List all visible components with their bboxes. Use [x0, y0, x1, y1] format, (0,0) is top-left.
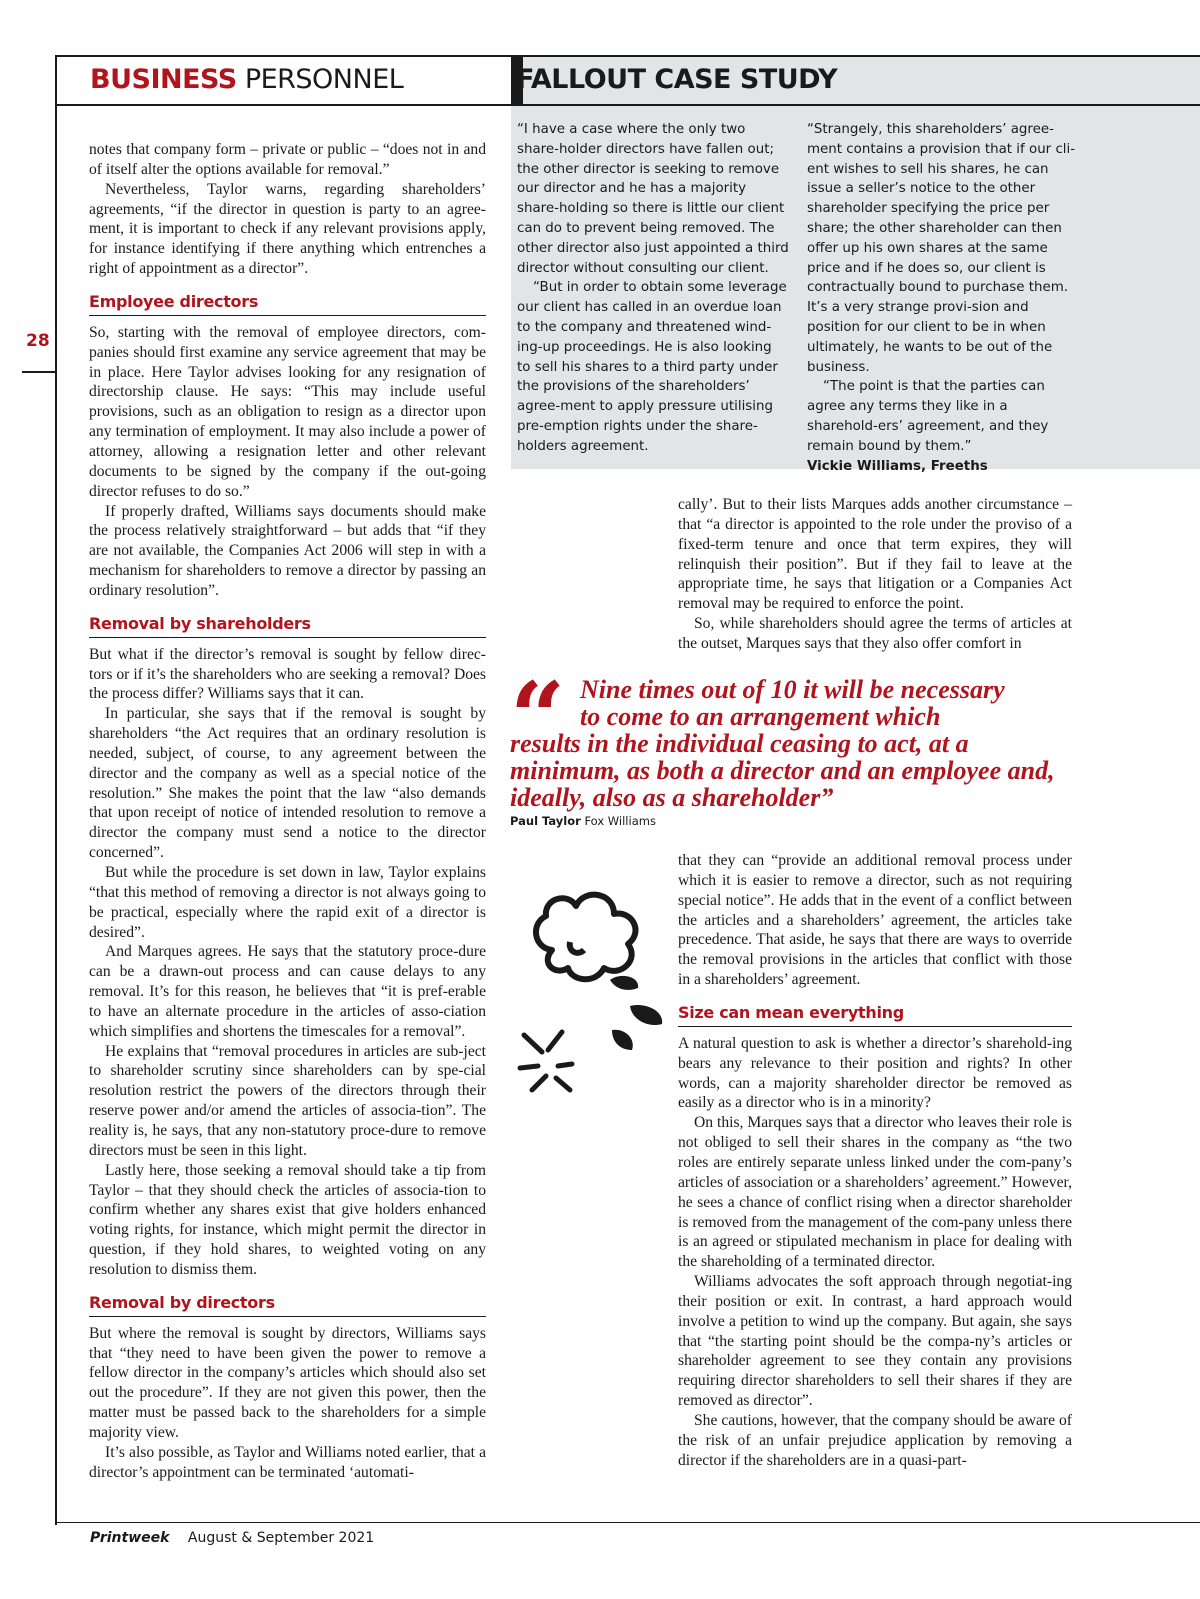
body-paragraph: Lastly here, those seeking a removal should take a tip from Taylor – that they should check the articles of associa-tion to confirm whether any shares exist that give holders enhanced voting rights, for instance, which might permit the director in question, if they hold shares, to weighted voting on any resolution to dismiss them.: [89, 1161, 486, 1278]
pull-quote-attribution: [510, 814, 656, 828]
case-study-column-1: [517, 120, 789, 457]
body-paragraph: It’s also possible, as Taylor and Williams noted earlier, that a director’s appointment can be terminated ‘automati-: [89, 1443, 486, 1481]
page-number: 28: [26, 331, 50, 351]
pull-quote-text: results in the individual ceasing to act, at a minimum, as both a director and an employee and, ideally, also as a shareholder”: [510, 729, 1055, 812]
body-paragraph: If properly drafted, Williams says documents should make the process relatively straightforward – but adds that “if they are not available, the Companies Act 2006 will step in with a mechanism for shareholders to remove a director by passing an ordinary resolution”.: [89, 502, 486, 599]
open-quote-mark: “: [510, 661, 566, 774]
right-column-lower: [678, 851, 1072, 1470]
angry-face-icon: [520, 1032, 572, 1090]
cloud-puff-icon: [536, 895, 636, 980]
subheading-size-can-mean-everything: Size can mean everything: [678, 1002, 1072, 1027]
left-margin-rule: [55, 55, 57, 1525]
body-paragraph: And Marques agrees. He says that the statutory proce-dure can be a drawn-out process and can cause delays to any removal. It’s for this reason, he believes that “it is pref-erable to have an alternate procedure in the articles of asso-ciation which simplifies and shortens the timescales for a removal”.: [89, 943, 486, 1040]
case-study-paragraph: “I have a case where the only two share-holder directors have fallen out; the other director is seeking to remove our director and he has a majority share-holding so there is little our client can do to prevent being removed. The other director also just appointed a third director without consulting our client.: [517, 122, 789, 276]
body-paragraph: Nevertheless, Taylor warns, regarding shareholders’ agreements, “if the director in question is party to an agree-ment, it is important to check if any relevant provisions apply, for instance identifying if there anything which entrenches a right of appointment as a director”.: [89, 180, 486, 278]
subheading-removal-by-shareholders: Removal by shareholders: [89, 613, 486, 638]
body-paragraph: notes that company form – private or public – “does not in and of itself alter the options available for removal.”: [89, 141, 486, 178]
body-paragraph: A natural question to ask is whether a director’s sharehold-ing bears any relevance to their position and rights? In other words, can a majority shareholder director be removed as easily as a director who is in a minority?: [678, 1034, 1072, 1112]
body-paragraph: He explains that “removal procedures in articles are sub-ject to shareholder scrutiny since shareholders can by spe-cial resolution restrict the powers of the directors through their reserve power and/or amend the articles of associa-tion”. The reality is, he says, that any non-statutory proce-dure to remove directors must be seen in this light.: [89, 1042, 486, 1159]
subheading-removal-by-directors: Removal by directors: [89, 1292, 486, 1317]
issue-date: August & September 2021: [187, 1530, 375, 1546]
case-study-rule: [511, 104, 1200, 106]
pull-quote-org: Fox Williams: [584, 814, 656, 828]
body-paragraph: So, starting with the removal of employee directors, com-panies should first examine any service agreement that may be in place. Here Taylor advises looking for any resignation of directorship clause. He says: “This may include useful provisions, such as an obligation to resign as a director upon any termination of employment. It may also include a power of attorney, allowing a resignation letter and other relevant documents to be signed by the company if the out-going director refuses to do so.”: [89, 323, 486, 500]
case-study-paragraph: “But in order to obtain some leverage our client has called in an overdue loan to the company and threatened wind-ing-up proceedings. He is also looking to sell his shares to a third party under the provisions of the shareholders’ agree-ment to apply pressure utilising pre-emption rights under the share-holders agreement.: [517, 280, 787, 454]
pull-quote: [510, 661, 1080, 812]
body-paragraph: In particular, she says that if the removal is sought by shareholders “the Act requires that an ordinary resolution is needed, subject, of course, to any agreement between the director and the company as well as a special notice of the resolution.” She makes the point that the law “also demands that upon receipt of notice of intended resolution to remove a director the company must send a notice to the director concerned”.: [89, 705, 486, 862]
left-column: [89, 140, 486, 1482]
body-paragraph: On this, Marques says that a director who leaves their role is not obliged to sell their shares in the company as “the two roles are entirely separate unless linked under the com-pany’s articles of association or a shareholders’ agreement.” However, he sees a chance of conflict rising when a director shareholder is removed from the management of the com-pany unless there is an agreed or stipulated mechanism in place for dealing with the shareholding of a terminated director.: [678, 1114, 1072, 1271]
footer: [90, 1530, 374, 1546]
page-number-tick: [22, 371, 55, 373]
body-paragraph: But where the removal is sought by directors, Williams says that “they need to have been given the power to remove a fellow director in the company’s articles which should also set out the procedure”. If they are not given this power, then the matter must be passed back to the shareholders for a simple majority view.: [89, 1324, 486, 1441]
right-column-upper: [678, 495, 1072, 654]
pull-quote-name: Paul Taylor: [510, 814, 581, 828]
body-paragraph: Williams advocates the soft approach through negotiat-ing their position or exit. In contrast, a hard approach would involve a petition to wind up the company. But again, she says that “the starting point should be the compa-ny’s articles or shareholder agreement to see they contain any provisions requiring director shareholders to sell their shares if they are removed as director”.: [678, 1273, 1072, 1410]
pull-quote-line: Nine times out of 10 it will be necessary: [580, 675, 1005, 704]
case-study-column-2: [807, 120, 1079, 476]
pull-quote-line: to come to an arrangement which: [580, 702, 941, 731]
case-study-paragraph: “The point is that the parties can agree any terms they like in a sharehold-ers’ agreement, and they remain bound by them.”: [807, 379, 1049, 454]
conflict-illustration: [512, 880, 672, 1100]
body-paragraph: So, while shareholders should agree the terms of articles at the outset, Marques says that they also offer comfort in: [678, 615, 1072, 652]
body-paragraph: She cautions, however, that the company should be aware of the risk of an unfair prejudice application by removing a director if the shareholders are in a quasi-part-: [678, 1411, 1072, 1469]
body-paragraph: that they can “provide an additional removal process under which it is easier to remove a director, such as not requiring special notice”. He adds that in the event of a conflict between the articles and a shareholders’ agreement, the articles take precedence. That aside, he says that there are ways to override the removal provisions in the articles that conflict with those in a shareholders’ agreement.: [678, 852, 1072, 989]
section-name: BUSINESS: [90, 64, 237, 95]
section-header: [90, 64, 403, 95]
subheading-employee-directors: Employee directors: [89, 291, 486, 316]
footer-rule: [55, 1522, 1200, 1523]
case-study-attribution: Vickie Williams, Freeths: [807, 458, 988, 474]
body-paragraph: But while the procedure is set down in law, Taylor explains “that this method of removing a director is not always going to be practical, especially where the rapid exit of a director is desired”.: [89, 864, 486, 941]
header-rule: [55, 104, 511, 106]
body-paragraph: But what if the director’s removal is sought by fellow direc-tors or if it’s the shareholders who are seeking a removal? Does the process differ? Williams says that it can.: [89, 645, 486, 703]
motion-drops-icon: [610, 976, 662, 1050]
case-study-title: FALLOUT CASE STUDY: [516, 64, 838, 95]
case-study-paragraph: “Strangely, this shareholders’ agree-ment contains a provision that if our cli-ent wishes to sell his shares, he can issue a seller’s notice to the other shareholder specifying the price per share; the other shareholder can then offer up his own shares at the same price and if he does so, our client is contractually bound to purchase them. It’s a very strange provi-sion and position for our client to be in when ultimately, he wants to be out of the business.: [807, 122, 1076, 375]
subsection-name: PERSONNEL: [244, 64, 404, 95]
magazine-brand: Printweek: [90, 1530, 170, 1546]
body-paragraph: cally’. But to their lists Marques adds another circumstance – that “a director is appointed to the role under the proviso of a fixed-term tenure and once that term expires, they will relinquish their position”. But if they fail to leave at the appropriate time, he says that litigation or a Companies Act removal may be required to enforce the point.: [678, 496, 1072, 613]
